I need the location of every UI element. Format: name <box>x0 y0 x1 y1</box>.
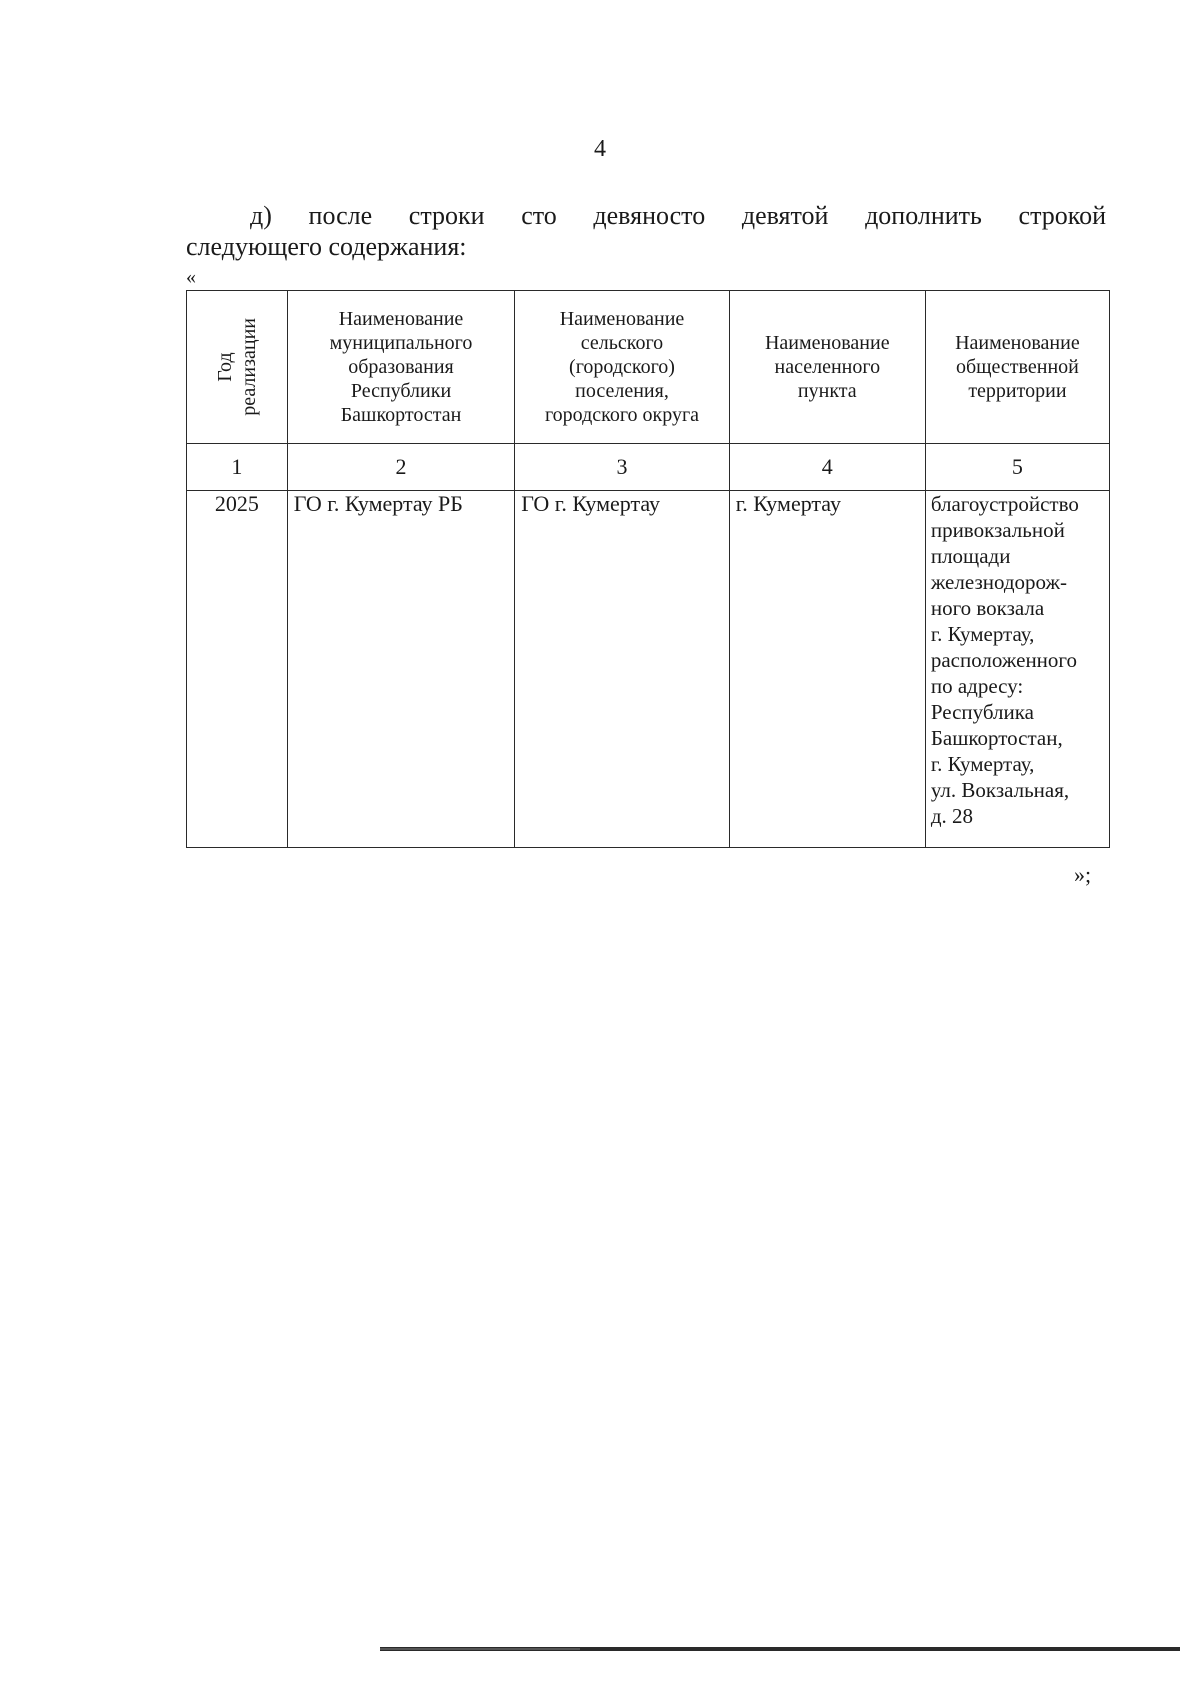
column-number-4: 4 <box>729 444 925 491</box>
header-locality: Наименование населенного пункта <box>729 291 925 444</box>
header-year <box>187 291 288 444</box>
opening-quote-mark: « <box>186 266 196 288</box>
territory-table <box>186 290 1110 848</box>
column-number-1: 1 <box>187 444 288 491</box>
intro-line-1: д) после строки сто девяносто девятой дополнить строкой <box>250 201 1106 230</box>
header-year-text: Год реализации <box>213 318 260 416</box>
column-number-2: 2 <box>287 444 515 491</box>
table-row <box>187 491 1110 848</box>
cell-locality: г. Кумертау <box>729 491 925 848</box>
header-municipality: Наименование муниципального образования Республики Башкортостан <box>287 291 515 444</box>
intro-paragraph <box>186 200 1106 262</box>
closing-quote-mark: »; <box>1074 862 1092 887</box>
column-number-row <box>187 444 1110 491</box>
intro-line-2: следующего содержания: <box>186 232 467 261</box>
column-number-3: 3 <box>515 444 730 491</box>
header-settlement: Наименование сельского (городского) поселения, городского округа <box>515 291 730 444</box>
cell-territory: благоустройство привокзальной площади железнодорож- ного вокзала г. Кумертау, расположенного по адресу: Республика Башкортостан, г. Кумертау, ул. Вокзальная, д. 28 <box>925 491 1109 848</box>
cell-settlement: ГО г. Кумертау <box>515 491 730 848</box>
bottom-rule <box>380 1647 1180 1651</box>
header-territory: Наименование общественной территории <box>925 291 1109 444</box>
cell-year: 2025 <box>187 491 288 848</box>
page-number: 4 <box>594 136 606 162</box>
table-header-row <box>187 291 1110 444</box>
cell-municipality: ГО г. Кумертау РБ <box>287 491 515 848</box>
column-number-5: 5 <box>925 444 1109 491</box>
